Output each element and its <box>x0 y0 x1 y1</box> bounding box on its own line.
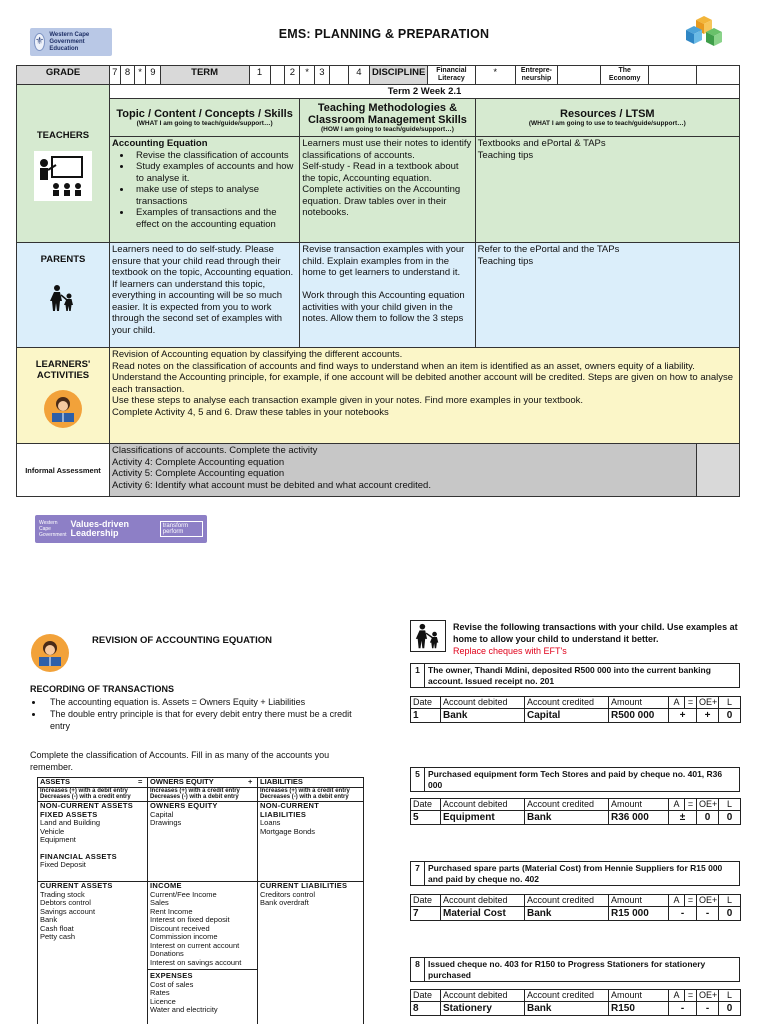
parents-topic-cell: Learners need to do self-study. Please ensure that your child read through their textbook on the topic, Accounting equation. If learners can understand this topic, everything in accounting will be so much easier. It is expected from you to work through the second set of examples with your child. <box>110 243 300 348</box>
teachers-resources-cell: Textbooks and ePortal & TAPs Teaching tips <box>475 137 739 243</box>
revision-title: REVISION OF ACCOUNTING EQUATION <box>92 635 272 646</box>
owners-equity-header: OWNERS EQUITY <box>148 778 244 788</box>
resources-column-header <box>475 99 739 137</box>
ems-cube-logo-icon <box>684 16 726 50</box>
method-column-title: Teaching Methodologies & Classroom Management Skills <box>307 101 467 126</box>
term-empty <box>270 66 285 85</box>
transaction-table: Date Account debited Account credited Amount A = OE+ L 5 Equipment Bank R36 000 ± 0 0 <box>410 798 741 825</box>
equals-sign: = <box>134 778 148 788</box>
assessment-empty-cell <box>696 444 739 497</box>
list-item: • Examples of transactions and the effect on the accounting equation <box>132 207 297 230</box>
page-title: EMS: PLANNING & PREPARATION <box>278 27 490 41</box>
list-item: • Revise the classification of accounts <box>132 150 297 162</box>
learners-label: LEARNERS' ACTIVITIES <box>35 359 91 381</box>
liabilities-rule: Increases (+) with a credit entry Decreases (-) with a debit entry <box>258 787 364 802</box>
grade-option: 8 <box>120 66 135 85</box>
non-current-assets-cell: NON-CURRENT ASSETS FIXED ASSETS Land and Building Vehicle Equipment FINANCIAL ASSETS Fixed Deposit <box>38 802 148 882</box>
term-label: TERM <box>160 66 249 85</box>
parent-child-icon <box>410 620 446 652</box>
teachers-topic-heading: Accounting Equation <box>112 138 208 149</box>
discipline-label: DISCIPLINE <box>369 66 427 85</box>
crest-icon: ⚜ <box>34 33 45 51</box>
discipline-the-economy: The Economy <box>601 66 649 85</box>
logo-text: Western Cape Government Education <box>49 31 90 52</box>
planning-table <box>16 65 740 497</box>
table-row: 7 Material Cost Bank R15 000 - - 0 <box>411 907 741 921</box>
grade-marker: * <box>135 66 146 85</box>
liabilities-header: LIABILITIES <box>258 778 364 788</box>
teachers-method-cell: Learners must use their notes to identify classifications of accounts. Self-study - Read in a textbook about the topic, Accounting equation. Complete activities on the Accounting equation. Draw tables over in their notebooks. <box>300 137 475 243</box>
transaction-description: 5 Purchased equipment form Tech Stores and paid by cheque no. 401, R36 000 <box>410 767 740 792</box>
non-current-liabilities-cell: NON-CURRENT LIABILITIES Loans Mortgage Bonds <box>258 802 364 882</box>
list-item: • Study examples of accounts and how to analyse it. <box>132 161 297 184</box>
equity-rule: Increases (+) with a credit entry Decreases (-) with a debit entry <box>148 787 258 802</box>
discipline-empty <box>558 66 601 85</box>
transactions-intro-text: Revise the following transactions with your child. Use examples at home to allow your child to understand it better. <box>453 622 738 644</box>
classification-table <box>37 777 364 1024</box>
discipline-entrepreneurship: Entrepre-neurship <box>515 66 557 85</box>
grade-option: 7 <box>110 66 121 85</box>
method-column-sub: (HOW I am going to teach/guide/support…) <box>321 125 454 133</box>
discipline-financial-literacy: Financial Literacy <box>428 66 476 85</box>
reading-learner-icon <box>30 633 70 673</box>
banner-small-text: Western Cape Government <box>39 520 67 538</box>
leadership-banner <box>35 515 207 543</box>
learners-section <box>17 348 110 444</box>
grade-option: 9 <box>145 66 160 85</box>
term-empty <box>329 66 348 85</box>
term-option: 2 <box>285 66 300 85</box>
eft-note: Replace cheques with EFT's <box>453 646 567 656</box>
assessment-label: Informal Assessment <box>17 444 110 497</box>
learners-activities-cell: Revision of Accounting equation by classifying the different accounts. Read notes on the classification of accounts and find ways to understand when an item is identified as an asset, owners equity of a liability. Understand the Accounting principle, for example, if one account will be debited another account will be credited. Steps are given on how to analyse each transaction. Use these steps to analyse each transaction example given in your notes. Find more examples in your textbook. Complete Activity 4, 5 and 6. Draw these tables in your notebooks <box>110 348 740 444</box>
term-week: Term 2 Week 2.1 <box>110 85 740 99</box>
transaction-description: 1 The owner, Thandi Mdini, deposited R500 000 into the current banking account. Issued receipt no. 201 <box>410 663 740 688</box>
parents-method-cell: Revise transaction examples with your child. Explain examples from in the home to get learners to understand it. Work through this Accounting equation activities with your child given in the notes. Allow them to follow the 3 steps <box>300 243 475 348</box>
list-item: • make use of steps to analyse transactions <box>132 184 297 207</box>
income-expenses-cell: INCOME Current/Fee Income Sales Rent Income Interest on fixed deposit Discount received Commission income Interest on current account Donations Interest on savings account EXPENSES Cost of sales Rates Licence Water and electricity <box>148 882 258 1024</box>
list-item: • The double entry principle is that for every debit entry there must be a credit entry <box>44 708 360 732</box>
topic-column-sub: (WHAT I am going to teach/guide/support…) <box>136 119 273 127</box>
recording-bullets <box>30 696 360 732</box>
parents-section <box>17 243 110 348</box>
method-column-header <box>300 99 475 137</box>
complete-instruction: Complete the classification of Accounts. Fill in as many of the accounts you remember. <box>30 750 330 772</box>
table-row: 5 Equipment Bank R36 000 ± 0 0 <box>411 811 741 825</box>
term-option: 3 <box>315 66 330 85</box>
transaction-table: Date Account debited Account credited Amount A = OE+ L 7 Material Cost Bank R15 000 - - 0 <box>410 894 741 921</box>
list-item: • The accounting equation is. Assets = Owners Equity + Liabilities <box>44 696 360 708</box>
parent-child-icon <box>48 283 78 313</box>
teacher-classroom-icon <box>34 151 92 201</box>
resources-column-title: Resources / LTSM <box>560 107 655 120</box>
transaction-description: 7 Purchased spare parts (Material Cost) from Hennie Suppliers for R15 000 and paid by cheque no. 402 <box>410 861 740 886</box>
topic-column-header <box>110 99 300 137</box>
resources-column-sub: (WHAT I am going to use to teach/guide/support…) <box>528 119 686 127</box>
banner-main-text: Values-driven Leadership <box>70 519 130 538</box>
assessment-cell: Classifications of accounts. Complete the activity Activity 4: Complete Accounting equation Activity 5: Complete Accounting equation Activity 6: Identify what account must be debited and what account credited. <box>110 444 697 497</box>
transaction-table: Date Account debited Account credited Amount A = OE+ L 1 Bank Capital R500 000 + + 0 <box>410 696 741 723</box>
transaction-description: 8 Issued cheque no. 403 for R150 to Progress Stationers for stationery purchased <box>410 957 740 982</box>
parents-label: PARENTS <box>40 254 86 265</box>
table-row: 1 Bank Capital R500 000 + + 0 <box>411 709 741 723</box>
term-option: 4 <box>348 66 369 85</box>
current-liabilities-cell: CURRENT LIABILITIES Creditors control Bank overdraft <box>258 882 364 1024</box>
teachers-section <box>17 85 110 243</box>
term-option: 1 <box>249 66 270 85</box>
reading-learner-icon <box>43 389 83 429</box>
parents-resources-cell: Refer to the ePortal and the TAPs Teaching tips <box>475 243 739 348</box>
transactions-intro <box>453 621 743 657</box>
owners-equity-cell: OWNERS EQUITY Capital Drawings <box>148 802 258 882</box>
teachers-label: TEACHERS <box>36 129 90 141</box>
discipline-empty <box>648 66 696 85</box>
recording-heading: RECORDING OF TRANSACTIONS <box>30 684 174 694</box>
assets-rule: Increases (+) with a debit entry Decreases (-) with a credit entry <box>38 787 148 802</box>
discipline-marker: * <box>475 66 515 85</box>
topic-column-title: Topic / Content / Concepts / Skills <box>116 107 293 120</box>
banner-tag: transform perform <box>160 521 203 537</box>
table-row: 8 Stationery Bank R150 - - 0 <box>411 1002 741 1016</box>
current-assets-cell: CURRENT ASSETS Trading stock Debtors control Savings account Bank Cash float Petty cash <box>38 882 148 1024</box>
discipline-empty <box>696 66 739 85</box>
assets-header: ASSETS <box>38 778 134 788</box>
plus-sign: + <box>244 778 258 788</box>
transaction-table: Date Account debited Account credited Amount A = OE+ L 8 Stationery Bank R150 - - 0 <box>410 989 741 1016</box>
grade-label: GRADE <box>17 66 110 85</box>
term-marker: * <box>300 66 315 85</box>
teachers-topic-cell <box>110 137 300 243</box>
